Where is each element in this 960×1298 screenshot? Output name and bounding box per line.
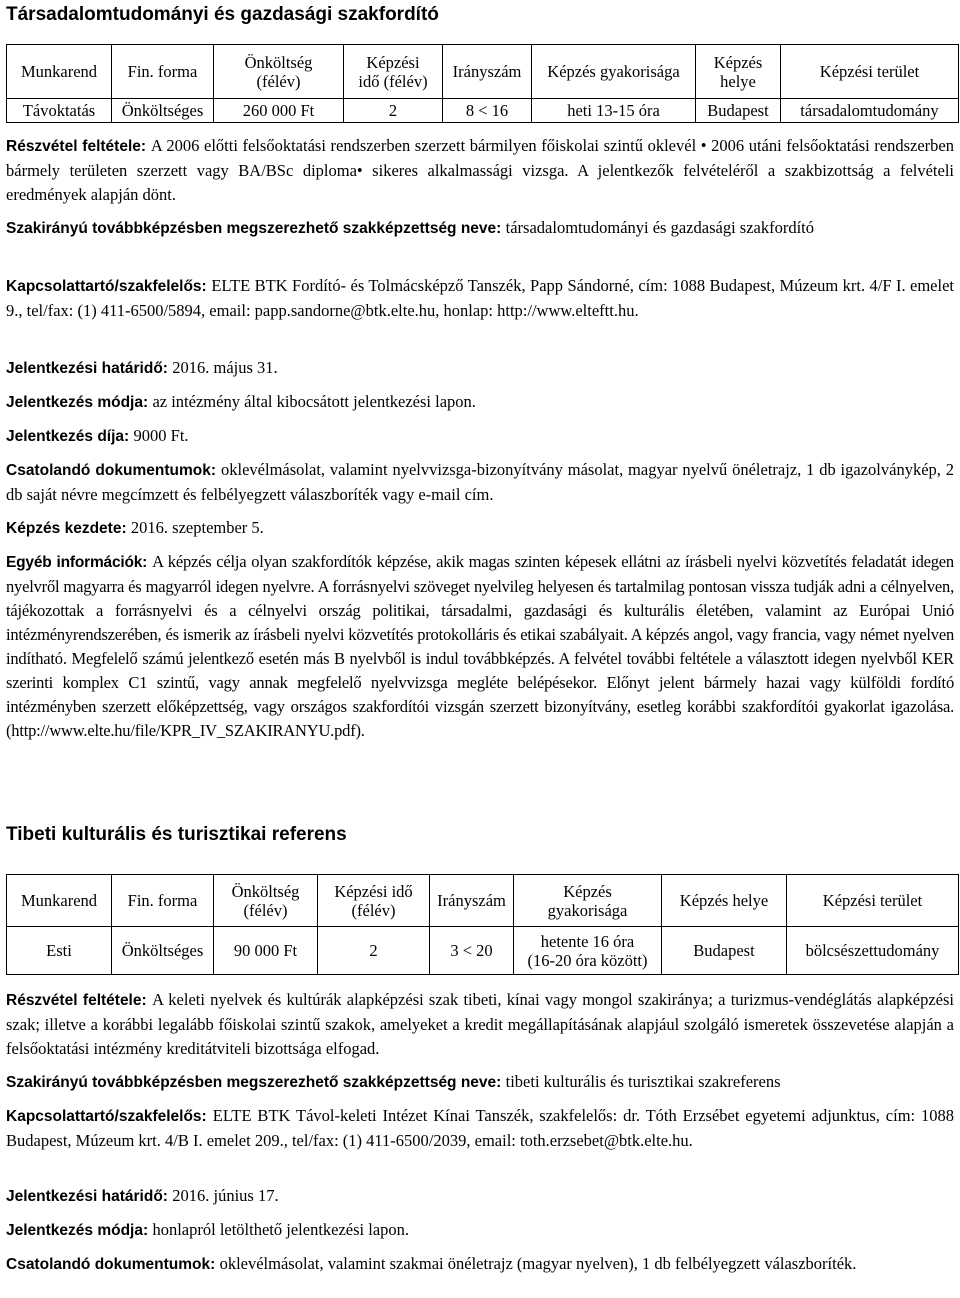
reszvetel-paragraph-1: Részvétel feltétele: A 2006 előtti felsőoktatási rendszerben szerzett bármilyen főiskolai szintű oklevél • 2006 utáni felsőoktatási rendszerben bármely területen szerzett vagy BA/BSc diploma• sikeres alkalmassági vizsga. A jelentkezők felvételéről a szakbizottság a felvételi eredmények alapján dönt. [6, 136, 954, 204]
modja-paragraph-1: Jelentkezés módja: az intézmény által kibocsátott jelentkezési lapon. [6, 392, 476, 411]
col-header-kepzes-helye: Képzés helye [696, 45, 781, 99]
program-table-2 [6, 874, 959, 975]
szakkepzettseg-paragraph-2: Szakirányú továbbképzésben megszerezhető szakképzettség neve: tibeti kulturális és turisztikai szakreferens [6, 1072, 781, 1091]
cell-kepzesi-terulet: bölcsészettudomány [787, 927, 959, 975]
csatolando-paragraph-2: Csatolandó dokumentumok: oklevélmásolat, valamint szakmai önéletrajz (magyar nyelven), 1 db felbélyegzett válaszboríték. [6, 1254, 857, 1273]
egyeb-paragraph-1: Egyéb információk: A képzés célja olyan szakfordítók képzése, akik magas szinten képesek ellátni az írásbeli nyelvi közvetítés feladatát idegen nyelvről magyarra és magyarról idegen nyelvre. A forrásnyelvi szöveget nyelvileg helyesen és tartalmilag pontosan vissza tudják adni a célnyelven, tájékozottak a forrásnyelvi és a célnyelvi ország politikai, társadalmi, gazdasági és kulturális életében, valamint az Európai Unió intézményrendszerében, és ismerik az írásbeli nyelvi közvetítés protokolláris és etikai szabályait. A képzés angol, vagy francia, vagy német nyelven indítható. Megfelelő számú jelentkező esetén más B nyelvből is indul továbbképzés. A felvétel további feltétele a választott idegen nyelvből KER szerinti komplex C1 szintű, vagy annak megfelelő nyelvvizsga megléte belépésekor. Előnyt jelent bármely hazai vagy külföldi fordító intézményben szerzett előképzettség, vagy országos szakfordítói vizsgán szerzett bizonyítvány, esetleg korábbi szakfordítói gyakorlat igazolása. (http://www.elte.hu/file/KPR_IV_SZAKIRANYU.pdf). [6, 552, 954, 740]
kezdete-text: 2016. szeptember 5. [130, 518, 264, 537]
col-header-munkarend: Munkarend [7, 875, 112, 927]
hatarido-text: 2016. május 31. [172, 358, 278, 377]
cell-gyakorisag: hetente 16 óra (16-20 óra között) [514, 927, 662, 975]
kapcsolat-label: Kapcsolattartó/szakfelelős [6, 1108, 202, 1125]
egyeb-label: Egyéb információk [6, 554, 143, 571]
hatarido-paragraph-2: Jelentkezési határidő: 2016. június 17. [6, 1186, 279, 1205]
table-row [7, 927, 959, 975]
cell-gyakorisag: heti 13-15 óra [532, 99, 696, 123]
cell-kepzes-helye: Budapest [662, 927, 787, 975]
reszvetel-text: A keleti nyelvek és kultúrák alapképzési szak tibeti, kínai vagy mongol szakiránya; a turizmus-vendéglátás alapképzési szak; illetve a korábbi legalább főiskolai szintű szakok, amelyeket a kredit megállapításának alapjául szolgáló ismeretek összevetése alapján a felsőoktatási intézmény kreditátviteli bizottsága elfogad. [6, 990, 954, 1058]
dija-paragraph-1: Jelentkezés díja: 9000 Ft. [6, 426, 189, 445]
hatarido-text: 2016. június 17. [172, 1186, 279, 1205]
kapcsolat-label: Kapcsolattartó/szakfelelős [6, 278, 202, 295]
col-header-onkoltseg: Önköltség (félév) [214, 45, 344, 99]
table-header-row [7, 875, 959, 927]
kapcsolat-paragraph-2: Kapcsolattartó/szakfelelős: ELTE BTK Távol-keleti Intézet Kínai Tanszék, szakfelelős: dr. Tóth Erzsébet egyetemi adjunktus, cím: 1088 Budapest, Múzeum krt. 4/B I. emelet 209., tel/fax: (1) 411-6500/2039, email: toth.erzsebet@btk.elte.hu. [6, 1106, 954, 1150]
cell-kepzesi-terulet: társadalomtudomány [781, 99, 959, 123]
col-header-iranyszam: Irányszám [430, 875, 514, 927]
szakkepzettseg-label: Szakirányú továbbképzésben megszerezhető szakképzettség neve [6, 220, 497, 237]
modja-label: Jelentkezés módja [6, 394, 143, 411]
cell-iranyszam: 8 < 16 [443, 99, 532, 123]
col-header-fin-forma: Fin. forma [112, 875, 214, 927]
kapcsolat-text: ELTE BTK Távol-keleti Intézet Kínai Tanszék, szakfelelős: dr. Tóth Erzsébet egyetemi adjunktus, cím: 1088 Budapest, Múzeum krt. 4/B I. emelet 209., tel/fax: (1) 411-6500/2039, email: toth.erzsebet@btk.elte.hu. [6, 1106, 954, 1150]
egyeb-text: A képzés célja olyan szakfordítók képzése, akik magas szinten képesek ellátni az írásbeli nyelvi közvetítés feladatát idegen nyelvről magyarra és magyarról idegen nyelvre. A forrásnyelvi szöveget nyelvileg helyesen és tartalmilag pontosan vissza tudják adni a célnyelven, tájékozottak a forrásnyelvi és a célnyelvi ország politikai, társadalmi, gazdasági és kulturális életében, valamint az Európai Unió intézményrendszerében, és ismerik az írásbeli nyelvi közvetítés protokolláris és etikai szabályait. A képzés angol, vagy francia, vagy német nyelven indítható. Megfelelő számú jelentkező esetén más B nyelvből is indul továbbképzés. A felvétel további feltétele a választott idegen nyelvből KER szerinti komplex C1 szintű, vagy annak megfelelő nyelvvizsga megléte belépésekor. Előnyt jelent bármely hazai vagy külföldi fordító intézményben szerzett előképzettség, vagy országos szakfordítói vizsgán szerzett bizonyítvány, esetleg korábbi szakfordítói gyakorlat igazolása. (http://www.elte.hu/file/KPR_IV_SZAKIRANYU.pdf). [6, 552, 954, 740]
szakkepzettseg-text: tibeti kulturális és turisztikai szakreferens [505, 1072, 781, 1091]
reszvetel-text: A 2006 előtti felsőoktatási rendszerben szerzett bármilyen főiskolai szintű oklevél • 2006 utáni felsőoktatási rendszerben bármely területen szerzett vagy BA/BSc diploma• sikeres alkalmassági vizsga. A jelentkezők felvételéről a szakbizottság a felvételi eredmények alapján dönt. [6, 136, 954, 204]
section-title-1: Társadalomtudományi és gazdasági szakfordító [6, 4, 439, 25]
col-header-iranyszam: Irányszám [443, 45, 532, 99]
section-title-2: Tibeti kulturális és turisztikai referens [6, 824, 347, 845]
col-header-gyakorisag: Képzés gyakorisága [532, 45, 696, 99]
cell-kepzes-helye: Budapest [696, 99, 781, 123]
csatolando-label: Csatolandó dokumentumok [6, 462, 211, 479]
csatolando-text: oklevélmásolat, valamint szakmai önéletrajz (magyar nyelven), 1 db felbélyegzett válaszboríték. [219, 1254, 857, 1273]
cell-munkarend: Távoktatás [7, 99, 112, 123]
reszvetel-paragraph-2: Részvétel feltétele: A keleti nyelvek és kultúrák alapképzési szak tibeti, kínai vagy mongol szakiránya; a turizmus-vendéglátás alapképzési szak; illetve a korábbi legalább főiskolai szintű szakok, amelyeket a kredit megállapításának alapjául szolgáló ismeretek összevetése alapján a felsőoktatási intézmény kreditátviteli bizottsága elfogad. [6, 990, 954, 1058]
table-row [7, 99, 959, 123]
csatolando-text: oklevélmásolat, valamint nyelvvizsga-bizonyítvány másolat, magyar nyelvű önéletrajz, 1 db igazolványkép, 2 db saját névre megcímzett és felbélyegzett válaszboríték vagy e-mail cím. [6, 460, 954, 504]
col-header-kepzes-helye: Képzés helye [662, 875, 787, 927]
cell-onkoltseg: 90 000 Ft [214, 927, 318, 975]
csatolando-label: Csatolandó dokumentumok [6, 1256, 211, 1273]
program-table-1 [6, 44, 959, 123]
cell-fin-forma: Önköltséges [112, 99, 214, 123]
hatarido-paragraph-1: Jelentkezési határidő: 2016. május 31. [6, 358, 278, 377]
dija-text: 9000 Ft. [133, 426, 189, 445]
kezdete-paragraph-1: Képzés kezdete: 2016. szeptember 5. [6, 518, 264, 537]
modja-text: az intézmény által kibocsátott jelentkezési lapon. [152, 392, 476, 411]
kapcsolat-paragraph-1: Kapcsolattartó/szakfelelős: ELTE BTK Fordító- és Tolmácsképző Tanszék, Papp Sándorné, cím: 1088 Budapest, Múzeum krt. 4/F I. emelet 9., tel/fax: (1) 411-6500/5894, email: papp.sandorne@btk.elte.hu, honlap: http://www.elteftt.hu. [6, 276, 954, 320]
col-header-kepzesi-terulet: Képzési terület [787, 875, 959, 927]
modja-label: Jelentkezés módja [6, 1222, 143, 1239]
col-header-onkoltseg: Önköltség (félév) [214, 875, 318, 927]
col-header-fin-forma: Fin. forma [112, 45, 214, 99]
kapcsolat-text: ELTE BTK Fordító- és Tolmácsképző Tanszék, Papp Sándorné, cím: 1088 Budapest, Múzeum krt. 4/F I. emelet 9., tel/fax: (1) 411-6500/5894, email: papp.sandorne@btk.elte.hu, honlap: http://www.elteftt.hu. [6, 276, 954, 320]
col-header-gyakorisag: Képzés gyakorisága [514, 875, 662, 927]
cell-munkarend: Esti [7, 927, 112, 975]
col-header-kepzesi-ido: Képzési idő (félév) [344, 45, 443, 99]
cell-iranyszam: 3 < 20 [430, 927, 514, 975]
col-header-kepzesi-ido: Képzési idő (félév) [318, 875, 430, 927]
col-header-munkarend: Munkarend [7, 45, 112, 99]
reszvetel-label: Részvétel feltétele [6, 138, 141, 155]
table-header-row [7, 45, 959, 99]
dija-label: Jelentkezés díja [6, 428, 125, 445]
hatarido-label: Jelentkezési határidő [6, 360, 163, 377]
cell-kepzesi-ido: 2 [344, 99, 443, 123]
cell-onkoltseg: 260 000 Ft [214, 99, 344, 123]
cell-kepzesi-ido: 2 [318, 927, 430, 975]
kezdete-label: Képzés kezdete [6, 520, 122, 537]
szakkepzettseg-text: társadalomtudományi és gazdasági szakfordító [505, 218, 815, 237]
szakkepzettseg-label: Szakirányú továbbképzésben megszerezhető szakképzettség neve [6, 1074, 497, 1091]
cell-fin-forma: Önköltséges [112, 927, 214, 975]
modja-paragraph-2: Jelentkezés módja: honlapról letölthető jelentkezési lapon. [6, 1220, 410, 1239]
szakkepzettseg-paragraph-1: Szakirányú továbbképzésben megszerezhető szakképzettség neve: társadalomtudományi és gazdasági szakfordító [6, 218, 815, 237]
modja-text: honlapról letölthető jelentkezési lapon. [152, 1220, 410, 1239]
col-header-kepzesi-terulet: Képzési terület [781, 45, 959, 99]
reszvetel-label: Részvétel feltétele [6, 992, 142, 1009]
hatarido-label: Jelentkezési határidő [6, 1188, 163, 1205]
csatolando-paragraph-1: Csatolandó dokumentumok: oklevélmásolat, valamint nyelvvizsga-bizonyítvány másolat, magyar nyelvű önéletrajz, 1 db igazolványkép, 2 db saját névre megcímzett és felbélyegzett válaszboríték vagy e-mail cím. [6, 460, 954, 504]
